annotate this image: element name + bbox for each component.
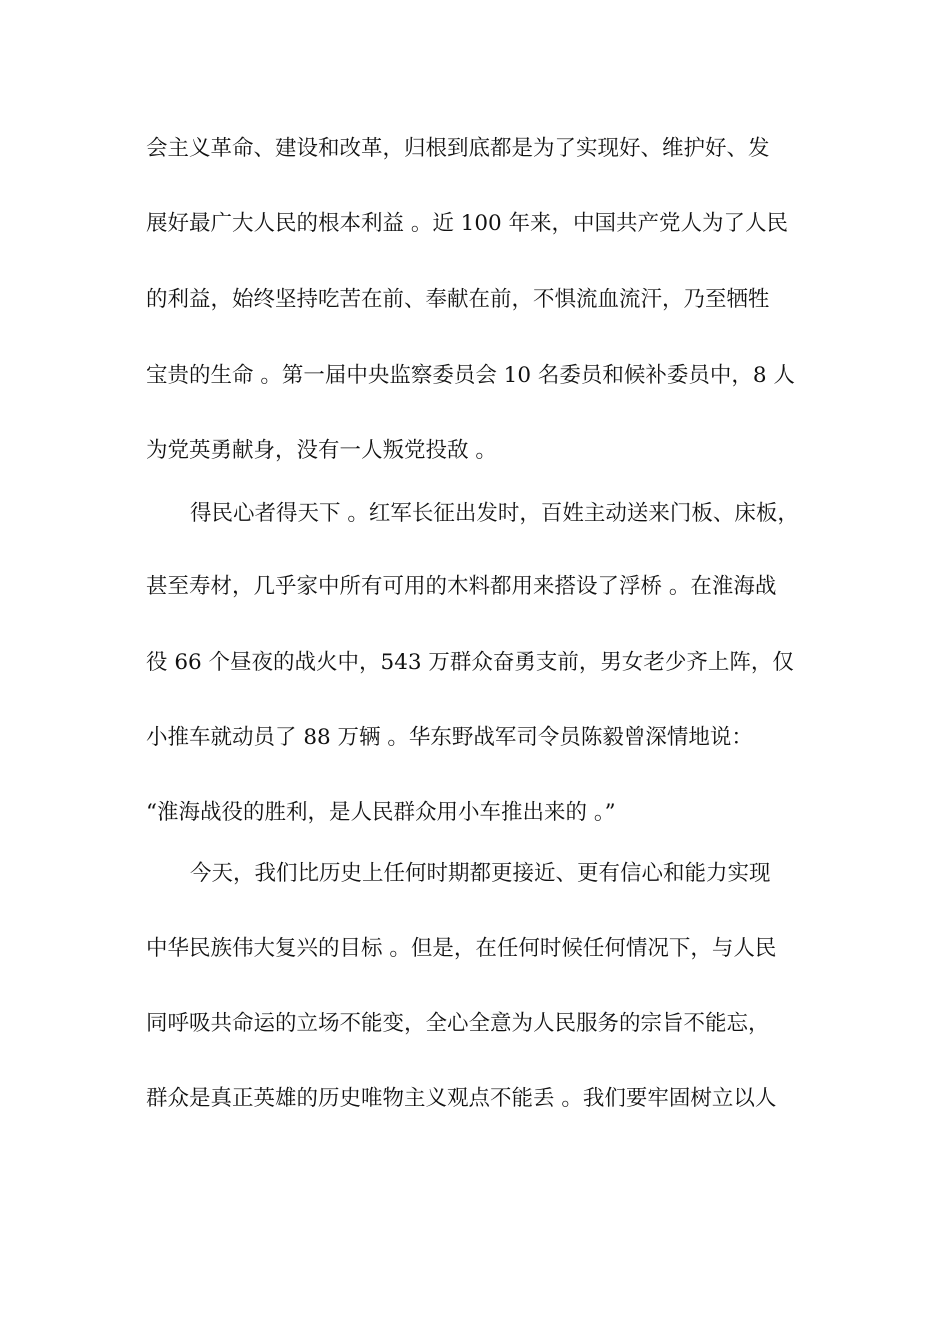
text-line-11: 今天，我们比历史上任何时期都更接近、更有信心和能力实现: [190, 861, 771, 886]
text-line-13: 同呼吸共命运的立场不能变，全心全意为人民服务的宗旨不能忘，: [146, 1011, 770, 1036]
text-line-14: 群众是真正英雄的历史唯物主义观点不能丢 。我们要牢固树立以人: [146, 1086, 777, 1111]
text-line-5: 为党英勇献身，没有一人叛党投敌 。: [146, 438, 497, 463]
text-line-4: 宝贵的生命 。第一届中央监察委员会 10 名委员和候补委员中，8 人: [146, 363, 795, 388]
text-line-10: “淮海战役的胜利，是人民群众用小车推出来的 。”: [146, 800, 616, 825]
text-line-3: 的利益，始终坚持吃苦在前、奉献在前，不惧流血流汗，乃至牺牲: [146, 287, 770, 312]
text-line-8: 役 66 个昼夜的战火中，543 万群众奋勇支前，男女老少齐上阵，仅: [146, 650, 794, 675]
text-line-9: 小推车就动员了 88 万辆 。华东野战军司令员陈毅曾深情地说：: [146, 725, 753, 750]
text-line-2: 展好最广大人民的根本利益 。近 100 年来，中国共产党人为了人民: [146, 211, 789, 236]
text-line-6: 得民心者得天下 。红军长征出发时，百姓主动送来门板、床板，: [190, 501, 799, 526]
text-line-7: 甚至寿材，几乎家中所有可用的木料都用来搭设了浮桥 。在淮海战: [146, 574, 777, 599]
text-line-1: 会主义革命、建设和改革，归根到底都是为了实现好、维护好、发: [146, 136, 770, 161]
text-line-12: 中华民族伟大复兴的目标 。但是，在任何时候任何情况下，与人民: [146, 936, 777, 961]
